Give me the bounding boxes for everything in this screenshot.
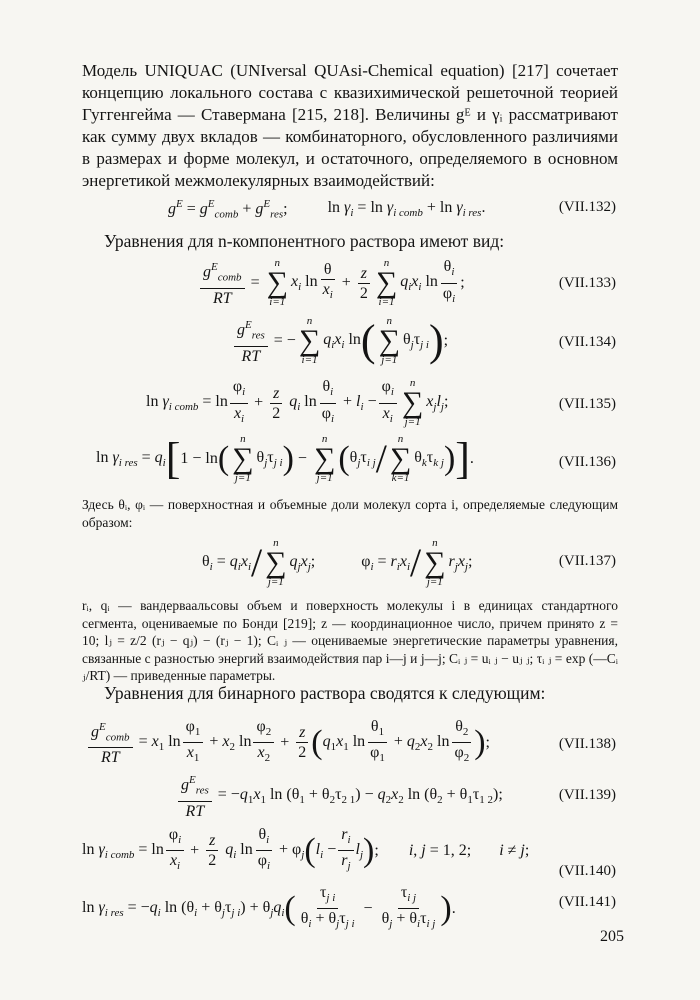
equation-number: (VII.137) — [558, 553, 616, 569]
intro-paragraph: Модель UNIQUAC (UNIversal QUAsi-Chemical equation) [217] сочетает концепцию локального состава с квазихимической решеточной теорией Гуггенгейма — Ставермана [215, 218]. Величины gᴱ и γᵢ рассматривают как сумму двух вкладов — комбинаторного, обусловленного различиями в размерах и форме молекул, и остаточного, определяемого в основном энергетикой межмолекулярных взаимодействий: — [82, 61, 618, 190]
equation-number: (VII.134) — [558, 334, 616, 350]
equation-number: (VII.138) — [558, 736, 616, 752]
equation-vii-132: $g^E = g^E_{comb} + g^E_{res}$; $\ln \gamma_i = \ln \gamma_{i comb} + \ln \gamma_{i res}$. — [168, 198, 486, 221]
section-heading: Уравнения для n-компонентного раствора имеют вид: — [104, 231, 505, 251]
equation-number: (VII.141) — [558, 894, 616, 910]
equation-number: (VII.133) — [558, 275, 616, 291]
equation-vii-137: $\theta_i = q_ix_i$ / n ∑ j=1 $q_jx_j$; $\varphi_i = r_ix_i$ / n ∑ j=1 $r_jx_j$; — [202, 537, 473, 588]
equation-number: (VII.132) — [558, 199, 616, 215]
equation-number: (VII.135) — [558, 396, 616, 412]
equation-vii-136: $\ln \gamma_{i res} = q_i$ [ 1 − ln ( n ∑ j=1 $\theta_j\tau_{j i}$ ) − n ∑ j=1 ( $\theta_j\tau_{i j}$ / n ∑ k=1 $\theta_k\tau_{k j}$ ) ] . — [96, 433, 474, 484]
equation-number: (VII.136) — [558, 454, 616, 470]
equation-vii-139: $\frac{g^E_{res}}{RT}$ = $-q_1x_1$ $\ln (\theta_1 + \theta_2\tau_{2 1}) - q_2x_2$ $\ln (\theta_2 + \theta_1\tau_{1 2})$; — [176, 772, 503, 820]
definition-paragraph: Здесь θᵢ, φᵢ — поверхностная и объемные доли молекул сорта i, определяемые следующим образом: — [82, 497, 618, 530]
equation-number: (VII.140) — [558, 863, 616, 879]
equation-vii-140: $\ln \gamma_{i comb} = \ln$ $\frac{\varphi_i}{x_i}$ + $\frac{z}{2}$ $q_i$ ln $\frac{\theta_i}{\varphi_i}$ + $\varphi_j$ ( $l_i$ − $\frac{r_i}{r_j}$ $l_j$ ) ; i, j = 1, 2; i ≠ j; — [82, 826, 530, 873]
equation-vii-135: $\ln \gamma_{i comb} = \ln$ $\frac{\varphi_i}{x_i}$ + $\frac{z}{2}$ $q_i$ ln $\frac{\theta_i}{\varphi_i}$ + $l_i$ − $\frac{\varphi_i}{x_i}$ n ∑ j=1 $x_jl_j$; — [146, 377, 449, 428]
parameters-paragraph: rᵢ, qᵢ — вандерваальсовы объем и поверхность молекулы i в единицах стандартного сегмента, оцениваемые по Бонди [219]; z — координационное число, причем принято z = 10; lⱼ = z/2 (rⱼ − qⱼ) − (rⱼ − 1); Cᵢ ⱼ — оцениваемые энергетические параметры уравнения, связанные с разностью энергий взаимодействия пар i—j и j—j; Cᵢ ⱼ = uᵢ ⱼ − uⱼ ⱼ; τᵢ ⱼ = exp (—Cᵢ ⱼ/RT) — приведенные параметры. — [82, 598, 618, 683]
equation-vii-134: $\frac{g^E_{res}}{RT}$ = − n ∑ i=1 $q_ix_i$ ln ( n ∑ j=1 $\theta_j\tau_{j i}$ ) ; — [232, 316, 448, 366]
equation-vii-141: $\ln \gamma_{i res} = -q_i$ $\ln (\theta_i + \theta_j\tau_{j i}) + \theta_jq_i$ ( $\frac{\tau_{j i}}{\theta_i + \theta_j\tau_{j i}}$ − $\frac{\tau_{i j}}{\theta_j + \theta_i\tau_{i j}}$ ) . — [82, 884, 456, 931]
page-number: 205 — [600, 928, 624, 945]
section-heading: Уравнения для бинарного раствора сводятся к следующим: — [104, 683, 546, 703]
equation-vii-138: $\frac{g^E_{comb}}{RT}$ = $x_1$ ln $\frac{\varphi_1}{x_1}$ + $x_2$ ln $\frac{\varphi_2}{x_2}$ + $\frac{z}{2}$ ( $q_1x_1$ ln $\frac{\theta_1}{\varphi_1}$ + $q_2x_2$ ln $\frac{\theta_2}{\varphi_2}$ ) ; — [86, 718, 490, 767]
equation-vii-133: $\frac{g^E_{comb}}{RT}$ = n ∑ i=1 $x_i$ ln $\frac{\theta}{x_i}$ + $\frac{z}{2}$ n ∑ i=1 $q_ix_i$ ln $\frac{\theta_i}{\varphi_i}$ ; — [198, 258, 465, 308]
equation-number: (VII.139) — [558, 787, 616, 803]
